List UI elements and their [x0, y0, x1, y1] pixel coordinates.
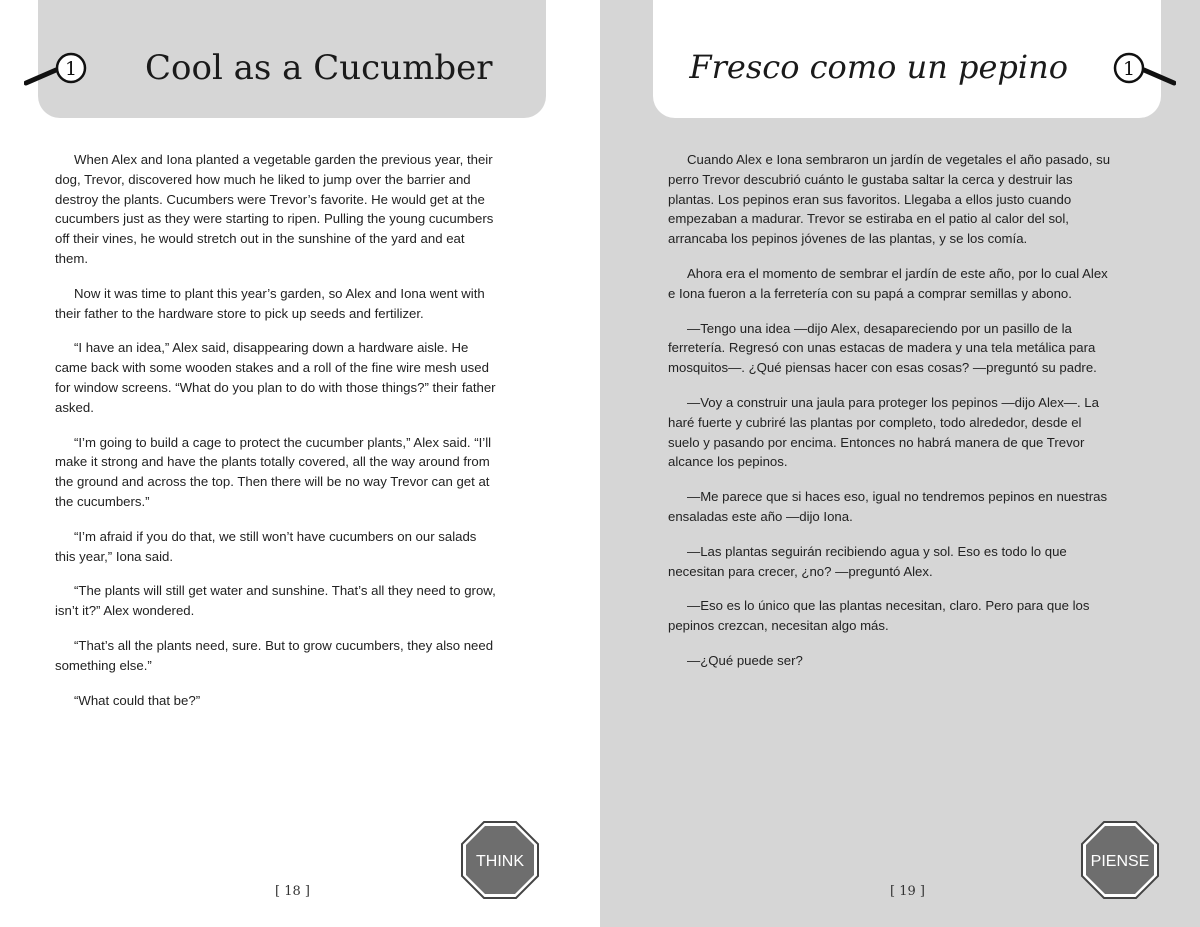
paragraph: Ahora era el momento de sembrar el jardín de este año, por lo cual Alex e Iona fueron a la ferretería con su papá a comprar semillas y abono. — [668, 265, 1108, 301]
magnifying-glass-icon — [1106, 50, 1176, 90]
paragraph: “What could that be?” — [74, 692, 201, 708]
right-story-text — [668, 150, 1113, 686]
left-story-text — [55, 150, 500, 725]
paragraph: “The plants will still get water and sunshine. That’s all they need to grow, isn’t it?” Alex wondered. — [55, 583, 496, 619]
piense-badge — [1080, 820, 1160, 900]
left-chapter-title: Cool as a Cucumber — [145, 48, 493, 88]
magnifying-glass-icon — [24, 50, 94, 90]
paragraph: —Tengo una idea —dijo Alex, desapareciendo por un pasillo de la ferretería. Regresó con unas estacas de madera y una tela metálica para mosquitos—. ¿Qué piensas hacer con esas cosas? —preguntó su padre. — [668, 320, 1097, 376]
page-number-right: [ 19 ] — [890, 884, 925, 899]
paragraph: Now it was time to plant this year’s garden, so Alex and Iona went with their father to the hardware store to pick up seeds and fertilizer. — [55, 285, 485, 321]
left-chapter-number: 1 — [64, 58, 78, 80]
paragraph: When Alex and Iona planted a vegetable garden the previous year, their dog, Trevor, discovered how much he liked to jump over the barrier and destroy the plants. Cucumbers were Trevor’s favorite. He would get at the cucumbers just as they were starting to ripen. Pulling the young cucumbers off their vines, he would stretch out in the sunshine of the yard and eat them. — [55, 152, 494, 266]
paragraph: —Me parece que si haces eso, igual no tendremos pepinos en nuestras ensaladas este año —dijo Iona. — [668, 489, 1108, 524]
right-chapter-title: Fresco como un pepino — [689, 48, 1068, 86]
paragraph: —Voy a construir una jaula para proteger los pepinos —dijo Alex—. La haré fuerte y cubriré las plantas por completo, todo alrededor, desde el suelo y pasando por encima. Entonces no habrá manera de que Trevor alcance los pepinos. — [668, 394, 1099, 470]
paragraph: “I’m afraid if you do that, we still won’t have cucumbers on our salads this year,” Iona said. — [55, 528, 477, 564]
paragraph: —¿Qué puede ser? — [687, 652, 803, 668]
piense-badge-label: PIENSE — [1090, 853, 1150, 870]
page-number-left: [ 18 ] — [275, 884, 310, 899]
paragraph: “That’s all the plants need, sure. But to grow cucumbers, they also need something else.” — [55, 637, 494, 673]
paragraph: —Eso es lo único que las plantas necesitan, claro. Pero para que los pepinos crezcan, necesitan algo más. — [668, 598, 1090, 634]
paragraph: “I have an idea,” Alex said, disappearing down a hardware aisle. He came back with some wooden stakes and a roll of the fine wire mesh used for window screens. “What do you plan to do with those things?” their father asked. — [55, 340, 496, 415]
paragraph: —Las plantas seguirán recibiendo agua y sol. Eso es todo lo que necesitan para crecer, ¿no? —preguntó Alex. — [668, 543, 1067, 579]
think-badge — [460, 820, 540, 900]
think-badge-label: THINK — [476, 853, 524, 870]
paragraph: “I’m going to build a cage to protect the cucumber plants,” Alex said. “I’ll make it strong and have the plants totally covered, all the way around from the ground and across the top. Then there will be no way Trevor can get at the cucumbers.” — [55, 434, 492, 509]
right-chapter-number: 1 — [1122, 58, 1136, 80]
paragraph: Cuando Alex e Iona sembraron un jardín de vegetales el año pasado, su perro Trevor descubrió cuánto le gustaba saltar la cerca y destruir las plantas. Los pepinos eran sus favoritos. Llegaba a ellos justo cuando empezaban a madurar. Trevor se estiraba en el patio al calor del sol, arrancaba los pepinos jóvenes de las plantas, y se los comía. — [668, 152, 1111, 247]
